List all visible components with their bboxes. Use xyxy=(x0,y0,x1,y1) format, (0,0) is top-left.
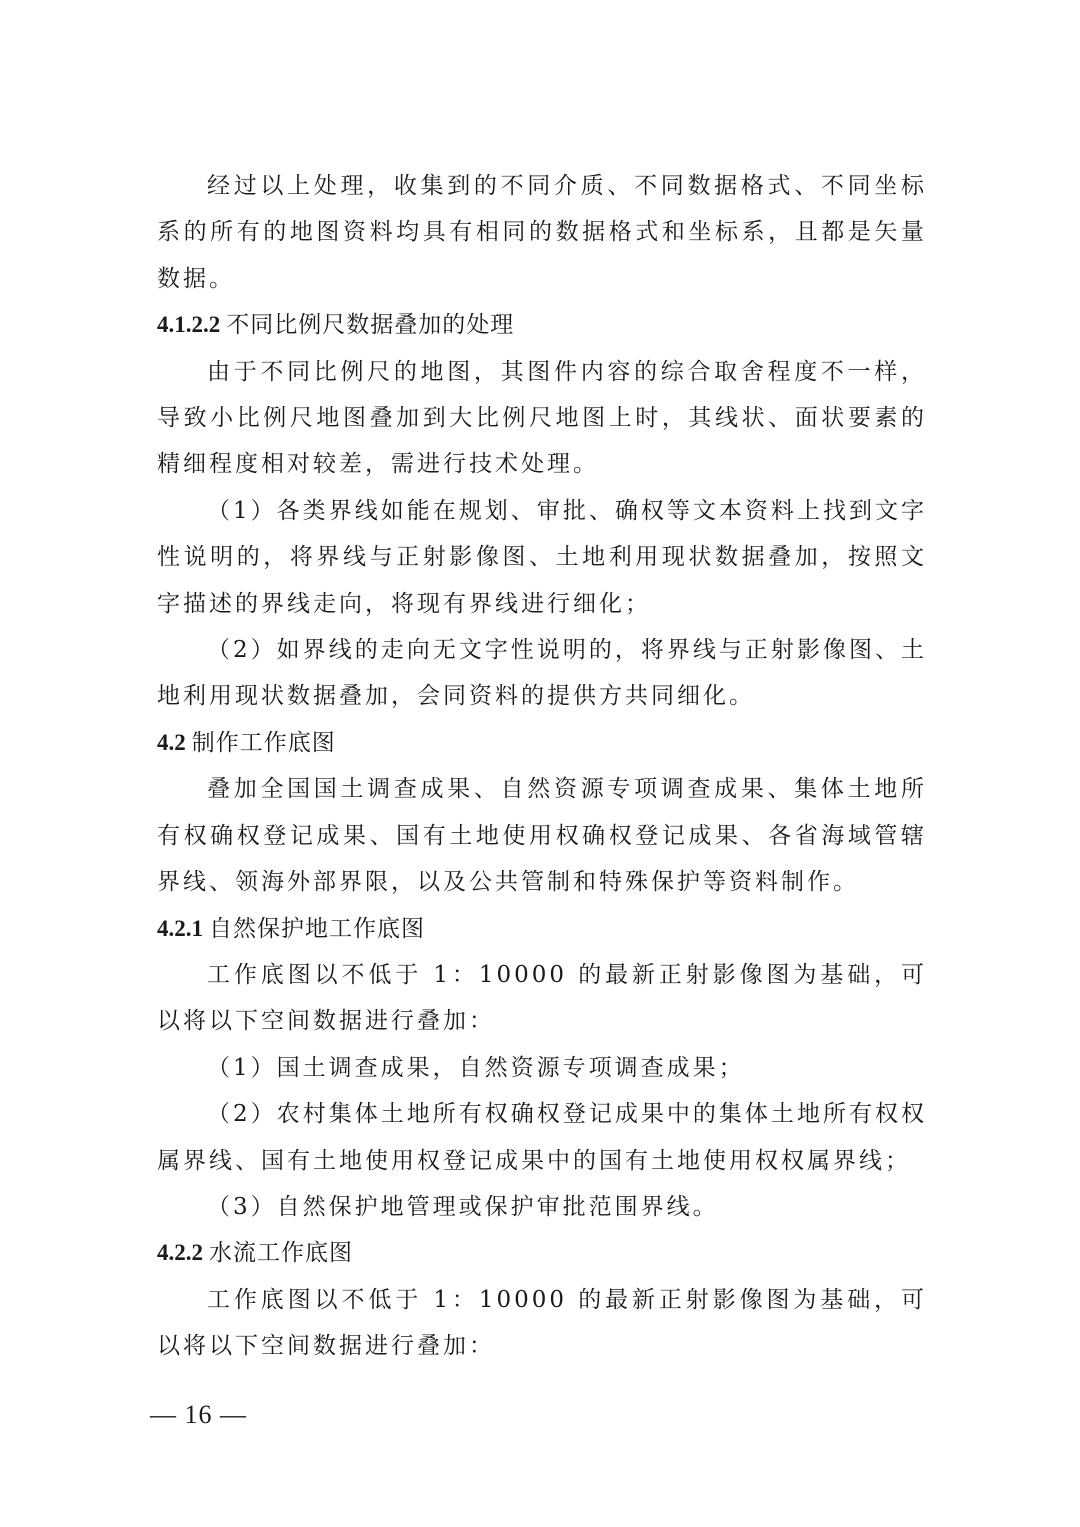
list-item: （2）如界线的走向无文字性说明的，将界线与正射影像图、土地利用现状数据叠加，会同资料的提供方共同细化。 xyxy=(157,637,927,710)
section-heading xyxy=(157,1230,927,1276)
document-body xyxy=(157,163,927,1370)
section-heading xyxy=(157,302,927,348)
list-item: （3）自然保护地管理或保护审批范围界线。 xyxy=(207,1193,719,1220)
section-title: 制作工作底图 xyxy=(191,729,336,756)
page-number: — 16 — xyxy=(150,1400,247,1429)
section-number: 4.2.1 xyxy=(157,915,203,941)
section-title: 自然保护地工作底图 xyxy=(209,915,425,942)
paragraph: 经过以上处理，收集到的不同介质、不同数据格式、不同坐标系的所有的地图资料均具有相同的数据格式和坐标系，且都是矢量数据。 xyxy=(157,173,927,292)
paragraph: 由于不同比例尺的地图，其图件内容的综合取舍程度不一样，导致小比例尺地图叠加到大比例尺地图上时，其线状、面状要素的精细程度相对较差，需进行技术处理。 xyxy=(157,358,927,478)
section-heading xyxy=(157,720,927,766)
list-item: （1）各类界线如能在规划、审批、确权等文本资料上找到文字性说明的，将界线与正射影像图、土地利用现状数据叠加，按照文字描述的界线走向，将现有界线进行细化； xyxy=(157,497,927,617)
list-item: （2）农村集体土地所有权确权登记成果中的集体土地所有权权属界线、国有土地使用权登记成果中的国有土地使用权权属界线； xyxy=(157,1101,927,1174)
paragraph: 工作底图以不低于 1：10000 的最新正射影像图为基础，可以将以下空间数据进行叠加： xyxy=(157,1286,927,1360)
section-title: 水流工作底图 xyxy=(209,1240,353,1267)
section-title: 不同比例尺数据叠加的处理 xyxy=(226,312,515,339)
list-item: （1）国土调查成果，自然资源专项调查成果； xyxy=(207,1054,745,1081)
paragraph: 工作底图以不低于 1：10000 的最新正射影像图为基础，可以将以下空间数据进行叠加： xyxy=(157,961,927,1035)
section-heading xyxy=(157,906,927,952)
paragraph: 叠加全国国土调查成果、自然资源专项调查成果、集体土地所有权确权登记成果、国有土地使用权确权登记成果、各省海域管辖界线、领海外部界限，以及公共管制和特殊保护等资料制作。 xyxy=(157,776,927,896)
section-number: 4.2.2 xyxy=(157,1240,203,1266)
section-number: 4.2 xyxy=(157,729,186,755)
section-number: 4.1.2.2 xyxy=(157,312,221,338)
